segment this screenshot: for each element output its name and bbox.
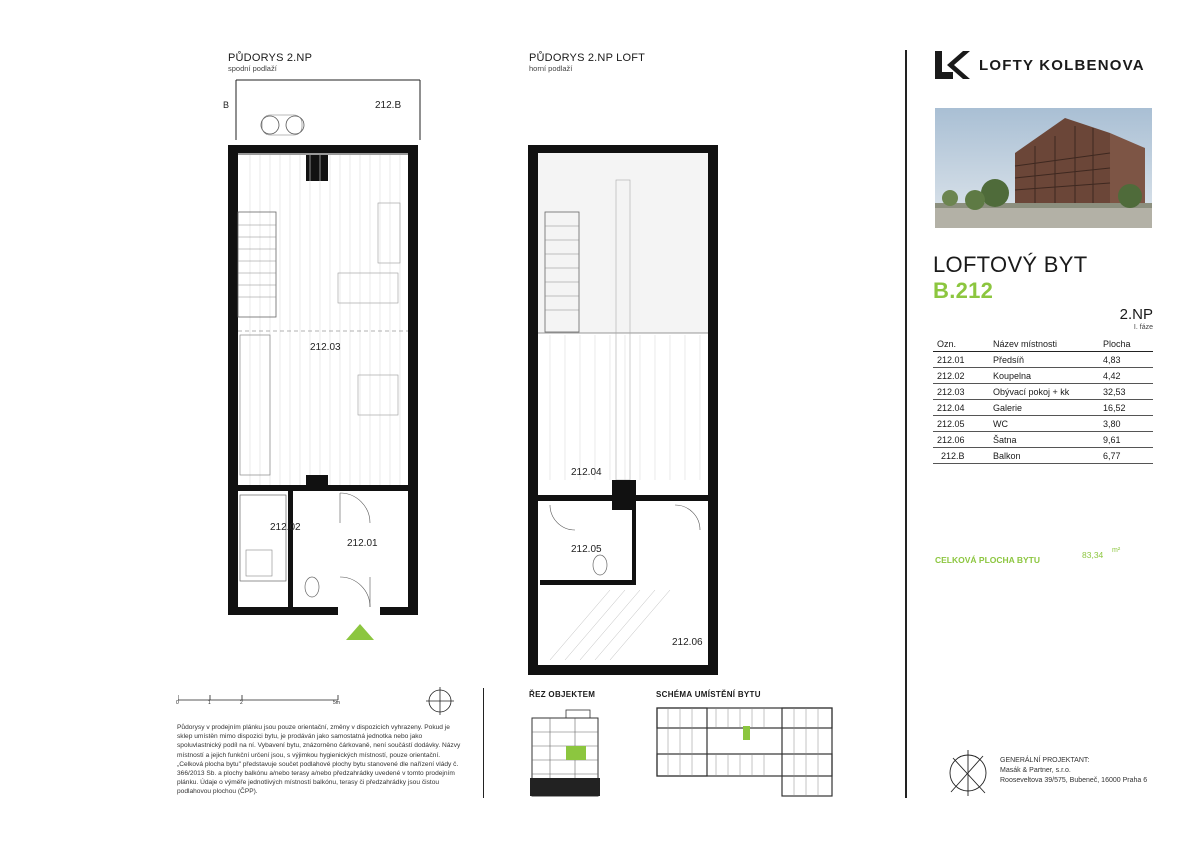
upper-floor-plan — [520, 140, 730, 675]
apartment-phase: I. fáze — [1133, 324, 1153, 331]
cell-name: WC — [989, 416, 1099, 432]
cell-name: Balkon — [989, 448, 1099, 464]
cell-area: 9,61 — [1099, 432, 1153, 448]
apartment-code: B.212 — [933, 278, 994, 303]
scale-label-2: 2 — [240, 700, 243, 706]
lower-plan-title — [228, 52, 312, 73]
room-label-212-05: 212.05 — [571, 544, 602, 555]
scale-bar — [178, 690, 378, 710]
cell-area: 3,80 — [1099, 416, 1153, 432]
building-section-drawing — [530, 708, 610, 798]
cell-code: 212.05 — [933, 416, 989, 432]
upper-plan-subtitle: horní podlaží — [529, 64, 573, 73]
col-header-area: Plocha — [1099, 336, 1153, 352]
brand-name: LOFTY KOLBENOVA — [979, 56, 1145, 74]
cell-code: 212.06 — [933, 432, 989, 448]
total-area-unit: m² — [1112, 547, 1121, 554]
placement-title: SCHÉMA UMÍSTĚNÍ BYTU — [656, 690, 761, 699]
section-title: ŘEZ OBJEKTEM — [529, 690, 596, 699]
lower-plan-heading: PŮDORYS 2.NP — [228, 52, 313, 64]
cell-code: 212.04 — [933, 400, 989, 416]
cell-code: 212.B — [933, 448, 989, 464]
north-arrow-icon — [425, 686, 455, 716]
cell-name: Předsíň — [989, 352, 1099, 368]
cell-area: 4,42 — [1099, 368, 1153, 384]
general-designer — [1000, 756, 1170, 786]
bottom-divider-left — [483, 688, 484, 798]
cell-name: Koupelna — [989, 368, 1099, 384]
designer-logo-icon — [945, 748, 991, 798]
scale-label-0: 0 — [176, 700, 179, 706]
disclaimer-text: Půdorysy v prodejním plánku jsou pouze orientační, změny v dispozicích vyhrazeny. Pokud je sklep umístěn mimo dispozici bytu, je prodáván jako samostatná jednotka nebo jako spoluvlastnický podíl na ní. Vybavení bytu, znázorněno čárkovaně, není součástí dodávky. Názvy místností a jejich funkční určení jsou, s výjimkou hygienických místností, pouze orientační. „Celková plocha bytu" představuje součet podlahové plochy bytu stanovené dle nařízení vlády č. 366/2013 Sb. a plochy balkónu a/nebo terasy a/nebo předzahrádky uvedené v tomto prodejním plánku. Údaje o výměře jednotlivých místností balkónu, terasy či předzahrádky jsou čistou podlahovou plochou (ČPP). — [177, 724, 461, 796]
room-label-212-B: 212.B — [375, 100, 402, 111]
cell-area: 4,83 — [1099, 352, 1153, 368]
building-render-image — [935, 108, 1152, 228]
rooms-table-header — [933, 336, 1153, 352]
cell-code: 212.02 — [933, 368, 989, 384]
cell-area: 32,53 — [1099, 384, 1153, 400]
apartment-title-prefix: LOFTOVÝ BYT — [933, 252, 1088, 277]
table-row — [933, 432, 1153, 448]
cell-name: Galerie — [989, 400, 1099, 416]
col-header-name: Název místnosti — [989, 336, 1099, 352]
room-label-212-01: 212.01 — [347, 538, 378, 549]
cell-name: Šatna — [989, 432, 1099, 448]
total-area-row — [935, 547, 1153, 568]
room-label-212-04: 212.04 — [571, 467, 602, 478]
table-row — [933, 368, 1153, 384]
table-row — [933, 416, 1153, 432]
rooms-table — [933, 336, 1153, 464]
placement-scheme-drawing — [656, 706, 834, 798]
table-row — [933, 400, 1153, 416]
total-area-label: CELKOVÁ PLOCHA BYTU — [935, 555, 1040, 565]
cell-area: 6,77 — [1099, 448, 1153, 464]
cell-area: 16,52 — [1099, 400, 1153, 416]
apartment-floor: 2.NP — [1119, 306, 1153, 323]
upper-plan-title — [529, 52, 645, 73]
table-row — [933, 352, 1153, 368]
plan-edge-mark: B — [223, 100, 230, 110]
total-area-value: 83,34 — [1082, 550, 1104, 560]
upper-plan-heading: PŮDORYS 2.NP LOFT — [529, 52, 646, 64]
room-label-212-02: 212.02 — [270, 522, 301, 533]
cell-code: 212.03 — [933, 384, 989, 400]
apartment-heading — [933, 252, 1153, 331]
designer-company: Masák & Partner, s.r.o. — [1000, 767, 1071, 774]
room-label-212-03: 212.03 — [310, 342, 341, 353]
table-row — [933, 384, 1153, 400]
right-panel-divider — [905, 50, 907, 798]
lk-logo-icon — [933, 50, 971, 80]
room-label-212-06: 212.06 — [672, 637, 703, 648]
apartment-title — [933, 252, 1153, 304]
cell-code: 212.01 — [933, 352, 989, 368]
scale-label-1: 1 — [208, 700, 211, 706]
designer-address: Rooseveltova 39/575, Bubeneč, 16000 Praha 6 — [1000, 777, 1148, 784]
cell-name: Obývací pokoj + kk — [989, 384, 1099, 400]
col-header-code: Ozn. — [933, 336, 989, 352]
scale-label-5m: 5m — [333, 700, 340, 706]
brand-logo — [933, 50, 1145, 80]
lower-plan-subtitle: spodní podlaží — [228, 64, 277, 73]
lower-floor-plan — [220, 75, 430, 645]
table-row — [933, 448, 1153, 464]
designer-heading: GENERÁLNÍ PROJEKTANT: — [1000, 757, 1090, 764]
